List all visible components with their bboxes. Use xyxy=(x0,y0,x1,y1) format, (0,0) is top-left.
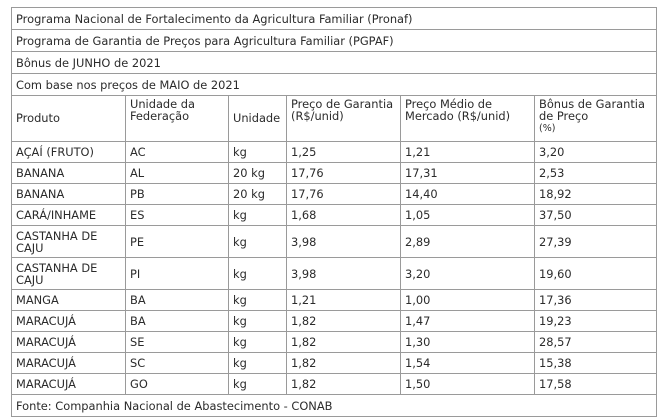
cell-garantia: 3,98 xyxy=(287,258,401,290)
header-preco-garantia xyxy=(287,96,401,142)
cell-garantia: 17,76 xyxy=(287,184,401,205)
cell-bonus: 19,23 xyxy=(535,311,657,332)
cell-uf: SC xyxy=(126,353,229,374)
cell-unidade: kg xyxy=(229,142,287,163)
table-row xyxy=(12,142,657,163)
table-row xyxy=(12,205,657,226)
header-bonus-label: Bônus de Garantia de Preço xyxy=(539,97,645,123)
cell-produto: CARÁ/INHAME xyxy=(12,205,126,226)
price-basis: Com base nos preços de MAIO de 2021 xyxy=(12,74,657,96)
header-preco-medio: Preço Médio de Mercado (R$/unid) xyxy=(401,96,535,142)
cell-uf: GO xyxy=(126,374,229,395)
cell-produto: CASTANHA DE CAJU xyxy=(12,258,126,290)
cell-uf: PB xyxy=(126,184,229,205)
table-row xyxy=(12,226,657,258)
cell-garantia: 1,25 xyxy=(287,142,401,163)
cell-produto: BANANA xyxy=(12,184,126,205)
header-preco-garantia-label: Preço de Garantia xyxy=(291,97,394,111)
cell-medio: 1,05 xyxy=(401,205,535,226)
cell-bonus: 27,39 xyxy=(535,226,657,258)
table-row xyxy=(12,353,657,374)
cell-garantia: 1,82 xyxy=(287,353,401,374)
cell-produto: MANGA xyxy=(12,290,126,311)
cell-uf: SE xyxy=(126,332,229,353)
cell-unidade: kg xyxy=(229,290,287,311)
header-unidade: Unidade xyxy=(229,96,287,142)
cell-bonus: 15,38 xyxy=(535,353,657,374)
cell-bonus: 17,36 xyxy=(535,290,657,311)
cell-bonus: 17,58 xyxy=(535,374,657,395)
cell-uf: ES xyxy=(126,205,229,226)
cell-garantia: 1,21 xyxy=(287,290,401,311)
cell-medio: 17,31 xyxy=(401,163,535,184)
cell-unidade: kg xyxy=(229,311,287,332)
cell-produto: MARACUJÁ xyxy=(12,353,126,374)
program-title: Programa Nacional de Fortalecimento da Agricultura Familiar (Pronaf) xyxy=(12,8,657,30)
cell-bonus: 28,57 xyxy=(535,332,657,353)
table-row xyxy=(12,332,657,353)
cell-unidade: kg xyxy=(229,353,287,374)
cell-medio: 1,21 xyxy=(401,142,535,163)
cell-uf: PE xyxy=(126,226,229,258)
cell-unidade: 20 kg xyxy=(229,163,287,184)
cell-uf: AL xyxy=(126,163,229,184)
table-row xyxy=(12,374,657,395)
cell-unidade: 20 kg xyxy=(229,184,287,205)
cell-produto: AÇAÍ (FRUTO) xyxy=(12,142,126,163)
cell-garantia: 1,68 xyxy=(287,205,401,226)
bonus-period: Bônus de JUNHO de 2021 xyxy=(12,52,657,74)
header-bonus-unit: (%) xyxy=(539,123,556,134)
cell-uf: BA xyxy=(126,311,229,332)
cell-garantia: 1,82 xyxy=(287,332,401,353)
cell-garantia: 1,82 xyxy=(287,374,401,395)
cell-garantia: 3,98 xyxy=(287,226,401,258)
cell-medio: 1,47 xyxy=(401,311,535,332)
cell-garantia: 1,82 xyxy=(287,311,401,332)
cell-uf: BA xyxy=(126,290,229,311)
pgpaf-table-container xyxy=(11,7,656,417)
cell-produto: CASTANHA DE CAJU xyxy=(12,226,126,258)
table-row xyxy=(12,311,657,332)
column-header-row xyxy=(12,96,657,142)
cell-medio: 3,20 xyxy=(401,258,535,290)
cell-medio: 1,30 xyxy=(401,332,535,353)
cell-unidade: kg xyxy=(229,205,287,226)
cell-produto: BANANA xyxy=(12,163,126,184)
cell-bonus: 19,60 xyxy=(535,258,657,290)
source-note: Fonte: Companhia Nacional de Abastecimento - CONAB xyxy=(12,395,657,417)
table-row xyxy=(12,184,657,205)
header-produto: Produto xyxy=(12,96,126,142)
program-subtitle: Programa de Garantia de Preços para Agricultura Familiar (PGPAF) xyxy=(12,30,657,52)
cell-bonus: 3,20 xyxy=(535,142,657,163)
cell-unidade: kg xyxy=(229,258,287,290)
cell-medio: 2,89 xyxy=(401,226,535,258)
table-row xyxy=(12,258,657,290)
header-uf: Unidade da Federação xyxy=(126,96,229,142)
cell-bonus: 37,50 xyxy=(535,205,657,226)
cell-medio: 14,40 xyxy=(401,184,535,205)
cell-garantia: 17,76 xyxy=(287,163,401,184)
cell-medio: 1,54 xyxy=(401,353,535,374)
cell-bonus: 2,53 xyxy=(535,163,657,184)
cell-produto: MARACUJÁ xyxy=(12,332,126,353)
cell-uf: AC xyxy=(126,142,229,163)
table-row xyxy=(12,290,657,311)
cell-produto: MARACUJÁ xyxy=(12,374,126,395)
cell-unidade: kg xyxy=(229,226,287,258)
cell-bonus: 18,92 xyxy=(535,184,657,205)
pgpaf-bonus-table xyxy=(11,7,657,417)
cell-produto: MARACUJÁ xyxy=(12,311,126,332)
cell-unidade: kg xyxy=(229,374,287,395)
cell-uf: PI xyxy=(126,258,229,290)
header-preco-garantia-unit: (R$/unid) xyxy=(291,108,344,123)
table-row xyxy=(12,163,657,184)
cell-medio: 1,00 xyxy=(401,290,535,311)
cell-unidade: kg xyxy=(229,332,287,353)
cell-medio: 1,50 xyxy=(401,374,535,395)
header-bonus xyxy=(535,96,657,142)
